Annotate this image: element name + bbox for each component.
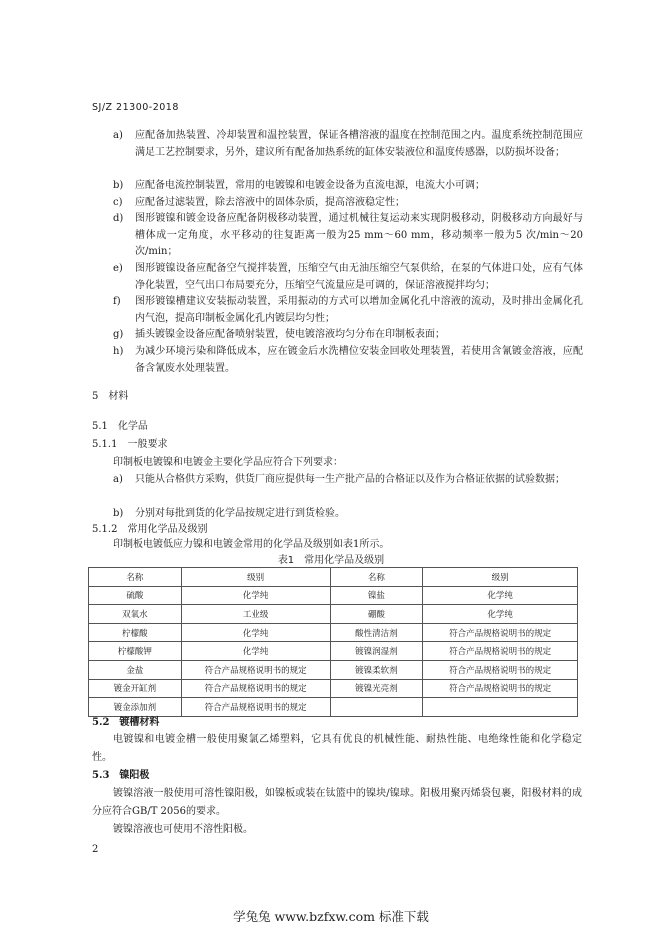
table-cell: 镀镍光亮剂 [330,679,423,698]
list-item-h [113,344,583,377]
table-cell: 符合产品规格说明书的规定 [181,679,330,698]
list-item-a [113,128,583,161]
table-row [89,698,578,717]
section-5-1-1-heading: 5.1.1 一般要求 [92,439,168,450]
table-cell: 硼酸 [330,605,423,624]
list-text: 图形镀镍槽建议安装振动装置，采用振动的方式可以增加金属化孔中溶液的流动，及时排出金属化孔内气泡，提高印制板金属化孔内镀层均匀性； [135,296,583,324]
table-cell: 符合产品规格说明书的规定 [423,679,578,698]
list-label: e) [113,263,123,274]
section-5-1-2-heading: 5.1.2 常用化学品及级别 [92,524,208,535]
section-5-heading: 5 材料 [92,391,129,402]
list-text: 只能从合格供方采购，供货厂商应提供每一生产批产品的合格证以及作为合格证依据的试验数据； [135,474,565,485]
list-text: 图形镀镍设备应配备空气搅拌装置，压缩空气由无油压缩空气泵供给，在泵的气体进口处，应有气体净化装置，空气出口布局要充分，压缩空气流量应是可调的，保证溶液搅拌均匀； [135,263,583,291]
table-cell: 符合产品规格说明书的规定 [423,660,578,679]
table-row [89,642,578,661]
table-cell: 柠檬酸钾 [89,642,182,661]
list-label: b) [113,180,124,191]
table-row [89,586,578,605]
table-cell: 镍盐 [330,586,423,605]
list-text: 应配备过滤装置，除去溶液中的固体杂质，提高溶液稳定性； [135,197,405,208]
list-text: 分别对每批到货的化学品按规定进行到货检验。 [135,508,345,519]
table-header-cell: 名称 [89,568,182,587]
table-row [89,679,578,698]
table-cell: 化学纯 [423,605,578,624]
list-label: c) [113,197,123,208]
list-label: d) [113,213,124,224]
list-item-e [113,261,583,294]
list-item-b-a [113,472,583,489]
list-label: a) [113,474,123,485]
table-cell: 化学纯 [181,642,330,661]
table-cell: 工业级 [181,605,330,624]
chemicals-table [88,567,578,717]
list-item-b-b [113,506,583,523]
page-number: 2 [92,844,99,855]
list-text: 应配备加热装置、冷却装置和温控装置，保证各槽溶液的温度在控制范围之内。温度系统控制范围应满足工艺控制要求，另外，建议所有配备加热系统的缸体安装液位和温度传感器，以防损坏设备； [135,130,583,158]
table-cell: 金盐 [89,660,182,679]
list-label: g) [113,329,124,340]
list-item-d [113,211,583,261]
table-cell: 镀金开缸剂 [89,679,182,698]
table-cell: 酸性清洁剂 [330,623,423,642]
table-header-cell: 级别 [181,568,330,587]
table-row [89,660,578,679]
list-label: f) [113,296,121,307]
table-cell [330,698,423,717]
table-header-cell: 名称 [330,568,423,587]
section-5-3-text-a: 镀镍溶液一般使用可溶性镍阳极，如镍板或装在钛篮中的镍块/镍球。阳极用聚丙烯袋包裹，阳极材料的成分应符合GB/T 2056的要求。 [92,788,582,817]
table-cell: 符合产品规格说明书的规定 [181,698,330,717]
table-cell: 镀镍柔软剂 [330,660,423,679]
table-cell: 符合产品规格说明书的规定 [423,623,578,642]
table-header-cell: 级别 [423,568,578,587]
table-cell: 柠檬酸 [89,623,182,642]
table-cell [423,698,578,717]
table-row [89,623,578,642]
list-item-f [113,294,583,327]
list-text: 应配备电流控制装置，常用的电镀镍和电镀金设备为直流电源，电流大小可调； [135,180,485,191]
list-item-g [113,327,583,344]
table-cell: 符合产品规格说明书的规定 [423,642,578,661]
table-cell: 镀镍润湿剂 [330,642,423,661]
table-cell: 符合产品规格说明书的规定 [181,660,330,679]
table-cell: 化学纯 [181,586,330,605]
section-5-3-heading: 5.3 镍阳极 [92,770,150,781]
table-caption: 表1 常用化学品及级别 [277,555,385,566]
section-5-1-2-intro: 印制板电镀低应力镍和电镀金常用的化学品及级别如表1所示。 [113,539,390,550]
table-cell: 硫酸 [89,586,182,605]
table-cell: 双氧水 [89,605,182,624]
table-row [89,605,578,624]
list-item-b [113,178,583,195]
list-text: 插头镀镍金设备应配备喷射装置，使电镀溶液均匀分布在印制板表面； [135,329,445,340]
table-cell: 化学纯 [181,623,330,642]
list-label: b) [113,508,124,519]
list-text: 图形镀镍和镀金设备应配备阴极移动装置，通过机械往复运动来实现阴极移动，阴极移动方向最好与槽体成一定角度，水平移动的往复距离一般为25 mm～60 mm，移动频率一般为5 次/min～20 次/min； [135,213,583,257]
section-5-2-heading: 5.2 镀槽材料 [92,717,160,728]
section-5-1-1-intro: 印制板电镀镍和电镀金主要化学品应符合下列要求： [113,457,343,468]
list-text: 为减少环境污染和降低成本，应在镀金后水洗槽位安装金回收处理装置，若使用含氰镀金溶液，应配备含氰废水处理装置。 [135,346,583,374]
table-cell: 镀金添加剂 [89,698,182,717]
table-cell: 化学纯 [423,586,578,605]
table-header-row [89,568,578,587]
section-5-3-text-b: 镀镍溶液也可使用不溶性阳极。 [113,824,253,835]
section-5-2-text: 电镀镍和电镀金槽一般使用聚氯乙烯塑料，它具有优良的机械性能、耐热性能、电绝缘性能和化学稳定性。 [92,734,582,763]
list-item-c [113,195,583,212]
watermark-footer: 学兔兔 www.bzfxw.com 标准下载 [233,909,429,924]
section-5-1-heading: 5.1 化学品 [92,421,148,432]
list-label: h) [113,346,124,357]
document-header: SJ/Z 21300-2018 [92,102,179,113]
list-label: a) [113,130,123,141]
